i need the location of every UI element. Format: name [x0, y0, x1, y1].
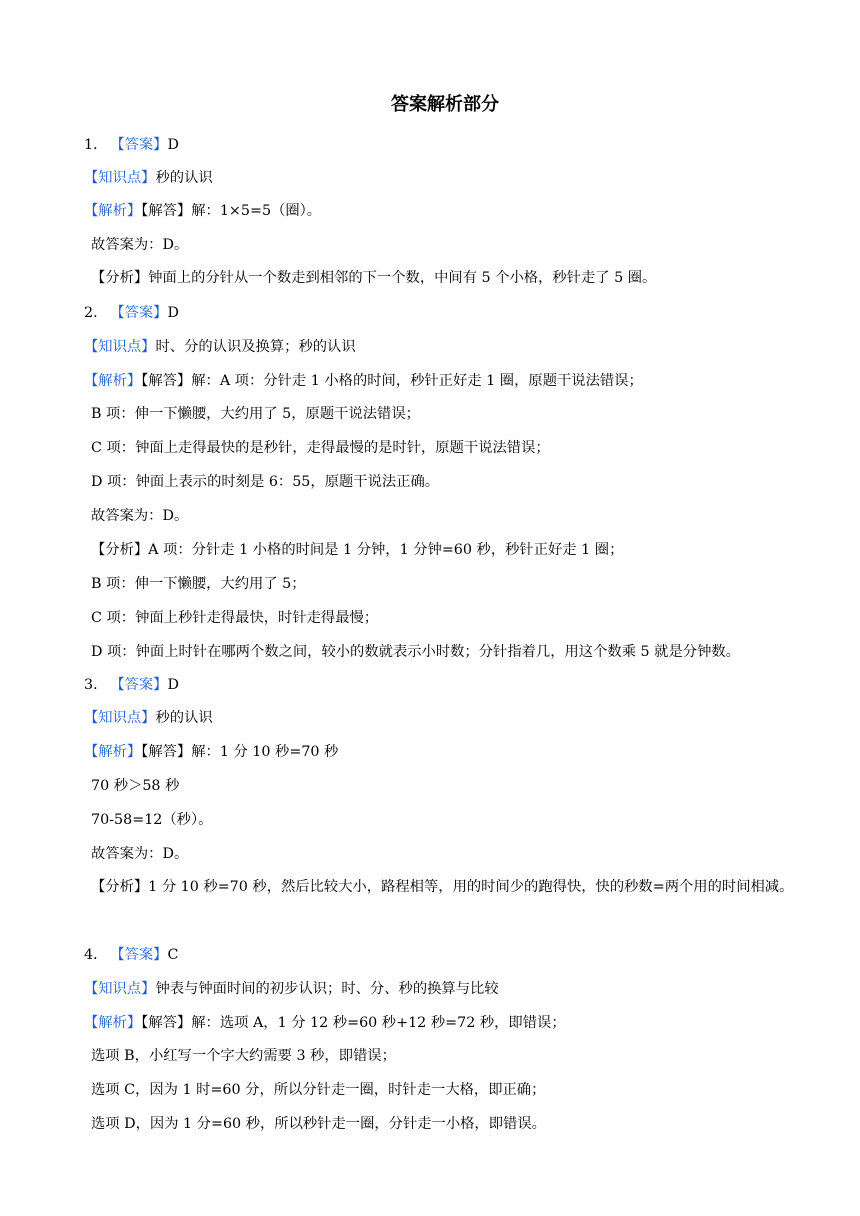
q3-point: 秒的认识: [155, 710, 213, 726]
q3-line-5: 【分析】1 分 10 秒=70 秒，然后比较大小，路程相等，用的时间少的跑得快，快的秒数=两个用的时间相减。: [91, 879, 794, 895]
q1-line-3: 【分析】钟面上的分针从一个数走到相邻的下一个数，中间有 5 个小格，秒针走了 5 圈。: [91, 270, 657, 286]
q2-line-8: C 项：钟面上秒针走得最快，时针走得最慢；: [91, 610, 379, 626]
q3-number: 3．: [84, 677, 108, 693]
q2-line-1: 【解答】解：A 项：分针走 1 小格的时间，秒针正好走 1 圈，原题干说法错误；: [141, 373, 643, 389]
q2-number: 2．: [84, 305, 108, 321]
jiexi-tag: 【解析】: [84, 203, 142, 219]
q4-line-3: 选项 C，因为 1 时=60 分，所以分针走一圈，时针走一大格，即正确；: [91, 1082, 546, 1098]
q2-answer: D: [167, 305, 179, 321]
q2-jiexi-line: [84, 370, 814, 392]
page-title: 答案解析部分: [391, 94, 499, 115]
q2-answer-line: [84, 302, 814, 324]
q1-line-1: 【解答】解：1×5=5（圈）。: [141, 203, 322, 219]
point-tag: 【知识点】: [84, 981, 156, 997]
q4-point: 钟表与钟面时间的初步认识；时、分、秒的换算与比较: [155, 981, 499, 997]
q3-line-1: 【解答】解：1 分 10 秒=70 秒: [141, 744, 339, 760]
q4-answer: C: [167, 947, 179, 963]
jiexi-tag: 【解析】: [84, 744, 142, 760]
point-tag: 【知识点】: [84, 710, 156, 726]
point-tag: 【知识点】: [84, 339, 156, 355]
q4-jiexi-line: [84, 1012, 814, 1034]
q2-point: 时、分的认识及换算；秒的认识: [155, 339, 356, 355]
q4-point-line: [84, 978, 814, 1000]
q1-jiexi-line: [84, 200, 814, 222]
point-tag: 【知识点】: [84, 170, 156, 186]
q4-answer-line: [84, 944, 814, 966]
jiexi-tag: 【解析】: [84, 373, 142, 389]
q1-number: 1．: [84, 137, 108, 153]
q2-line-3: C 项：钟面上走得最快的是秒针，走得最慢的是时针，原题干说法错误；: [91, 440, 550, 456]
q1-point: 秒的认识: [155, 170, 213, 186]
jiexi-tag: 【解析】: [84, 1015, 142, 1031]
q4-number: 4．: [84, 947, 108, 963]
q1-point-line: [84, 167, 814, 189]
q3-answer-line: [84, 674, 814, 696]
q2-line-6: 【分析】A 项：分针走 1 小格的时间是 1 分钟，1 分钟=60 秒，秒针正好走 1 圈；: [91, 542, 624, 558]
q3-point-line: [84, 707, 814, 729]
q2-line-2: B 项：伸一下懒腰，大约用了 5，原题干说法错误；: [91, 406, 420, 422]
q2-point-line: [84, 336, 814, 358]
q3-line-3: 70-58=12（秒）。: [91, 812, 213, 828]
answer-tag: 【答案】: [117, 947, 168, 963]
answer-tag: 【答案】: [117, 677, 168, 693]
q1-answer-line: [84, 134, 814, 156]
q2-line-9: D 项：钟面上时针在哪两个数之间，较小的数就表示小时数；分针指着几，用这个数乘 5 就是分钟数。: [91, 644, 740, 660]
q1-answer: D: [167, 137, 179, 153]
q3-line-2: 70 秒＞58 秒: [91, 778, 180, 794]
q4-line-1: 【解答】解：选项 A，1 分 12 秒=60 秒+12 秒=72 秒，即错误；: [141, 1015, 566, 1031]
q3-jiexi-line: [84, 741, 814, 763]
answer-tag: 【答案】: [117, 137, 168, 153]
q2-line-7: B 项：伸一下懒腰，大约用了 5；: [91, 576, 306, 592]
q3-answer: D: [167, 677, 179, 693]
q2-line-5: 故答案为：D。: [91, 508, 189, 524]
answer-tag: 【答案】: [117, 305, 168, 321]
q3-line-4: 故答案为：D。: [91, 846, 189, 862]
q4-line-4: 选项 D，因为 1 分=60 秒，所以秒针走一圈，分针走一小格，即错误。: [91, 1116, 546, 1132]
q1-line-2: 故答案为：D。: [91, 237, 189, 253]
q4-line-2: 选项 B，小红写一个字大约需要 3 秒，即错误；: [91, 1048, 396, 1064]
q2-line-4: D 项：钟面上表示的时刻是 6：55，原题干说法正确。: [91, 474, 440, 490]
